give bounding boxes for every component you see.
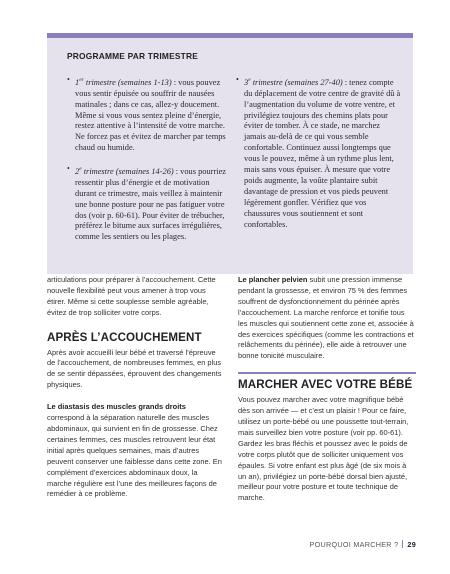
trimester-label: 1er trimestre (semaines 1-13) (75, 77, 172, 87)
bullet-icon: • (67, 74, 70, 84)
section-heading-after-birth: APRÈS L’ACCOUCHEMENT (47, 330, 202, 344)
intro-paragraph: articulations pour préparer à l’accouchement. Cette nouvelle flexibilité peut vous amener à trop vous étirer. Même si cette souplesse semble agréable, évitez de trop solliciter votre corps. (47, 275, 216, 317)
diastasis-paragraph: Le diastasis des muscles grands droits correspond à la séparation naturelle des muscles abdominaux, qui survient en fin de grossesse. Chez certaines femmes, ces muscles retrouvent leur état initial après quelques semaines, mais d’autres peuvent conserver une faiblesse dans cette zone. En complément d’exercices abdominaux doux, la marche régulière est l’une des meilleures façons de remédier à ce problème. (47, 402, 222, 499)
box-top-accent-bar (47, 33, 413, 38)
walk-with-baby-paragraph: Vous pouvez marcher avec votre magnifique bébé dès son arrivée — et c’est un plaisir ! Pour ce faire, utilisez un porte-bébé ou une poussette tout-terrain, mais surveillez bien votre posture (voir pp. 60-61). Gardez les bras fléchis et poussez avec le poids de votre corps plutôt que de solliciter uniquement vos épaules. Si votre enfant est plus âgé (de six mois à un an), privilégiez un porte-bébé dorsal bien ajusté, meilleur pour votre posture et toute technique de marche. (238, 395, 409, 503)
footer-divider (402, 540, 403, 548)
diastasis-lead: Le diastasis des muscles grands droits (47, 402, 186, 412)
bullet-icon: • (236, 74, 239, 84)
box-column-left (67, 75, 227, 253)
trimester-label: 2e trimestre (semaines 14-26) (75, 166, 174, 176)
pelvic-floor-paragraph: Le plancher pelvien subit une pression immense pendant la grossesse, et environ 75 % des femmes souffrent de dysfonctionnement du périnée après l’accouchement. La marche renforce et tonifie tous les muscles qui soutiennent cette zone et, associée à des exercices spécifiques (comme les contractions et relâchements du périnée), elle aide à retrouver une bonne tonicité musculaire. (238, 275, 414, 361)
pelvic-floor-lead: Le plancher pelvien (238, 275, 308, 284)
quarterly-program-box (47, 33, 413, 274)
trimester-item-1 (67, 75, 227, 154)
section-heading-walk-with-baby: MARCHER AVEC VOTRE BÉBÉ (238, 378, 413, 392)
footer-section-title: POURQUOI MARCHER ? (309, 540, 399, 549)
trimester-item-2 (67, 164, 227, 243)
trimester-text: : vous pouvez vous sentir épuisée ou souffrir de nausées matinales ; dans ce cas, allez-y doucement. Même si vous vous sentez pleine d’énergie, restez attentive à l’intensité de votre marche. Ne forcez pas et évitez de marcher par temps chaud ou humide. (75, 77, 226, 153)
body-column-left (47, 275, 222, 500)
box-title: PROGRAMME PAR TRIMESTRE (67, 51, 199, 61)
trimester-text: : tenez compte du déplacement de votre centre de gravité dû à l’augmentation du volume de votre ventre, et privilégiez toujours des chemins plats pour éviter de tomber. À ce stade, ne marchez jamais au-delà de ce qui vous semble confortable. Continuez aussi longtemps que vous le pouvez, même à un rythme plus lent, mais sans vous épuiser. À mesure que votre poids augmente, la voûte plantaire subit davantage de pression et vos pieds peuvent légèrement gonfler. Vérifiez que vos chaussures vous soutiennent et sont confortables. (244, 77, 401, 229)
box-column-right (236, 75, 401, 240)
trimester-item-3 (236, 75, 401, 230)
bullet-icon: • (67, 163, 70, 173)
page-footer (310, 540, 416, 549)
trimester-text: : vous pourriez ressentir plus d’énergie et de motivation durant ce trimestre, mais veillez à maintenir une bonne posture pour ne pas fatiguer votre dos (voir p. 60-61). Pour éviter de trébucher, préférez le bitume aux surfaces irrégulières, comme les sentiers ou les plages. (75, 166, 227, 242)
after-birth-paragraph: Après avoir accueilli leur bébé et traversé l’épreuve de l’accouchement, de nombreuses femmes, en plus de se sentir dépassées, éprouvent des changements physiques. (47, 347, 222, 390)
trimester-label: 3e trimestre (semaines 27-40) (244, 77, 343, 87)
section-divider (238, 372, 416, 374)
page-number: 29 (407, 540, 416, 549)
body-column-right (238, 275, 416, 504)
